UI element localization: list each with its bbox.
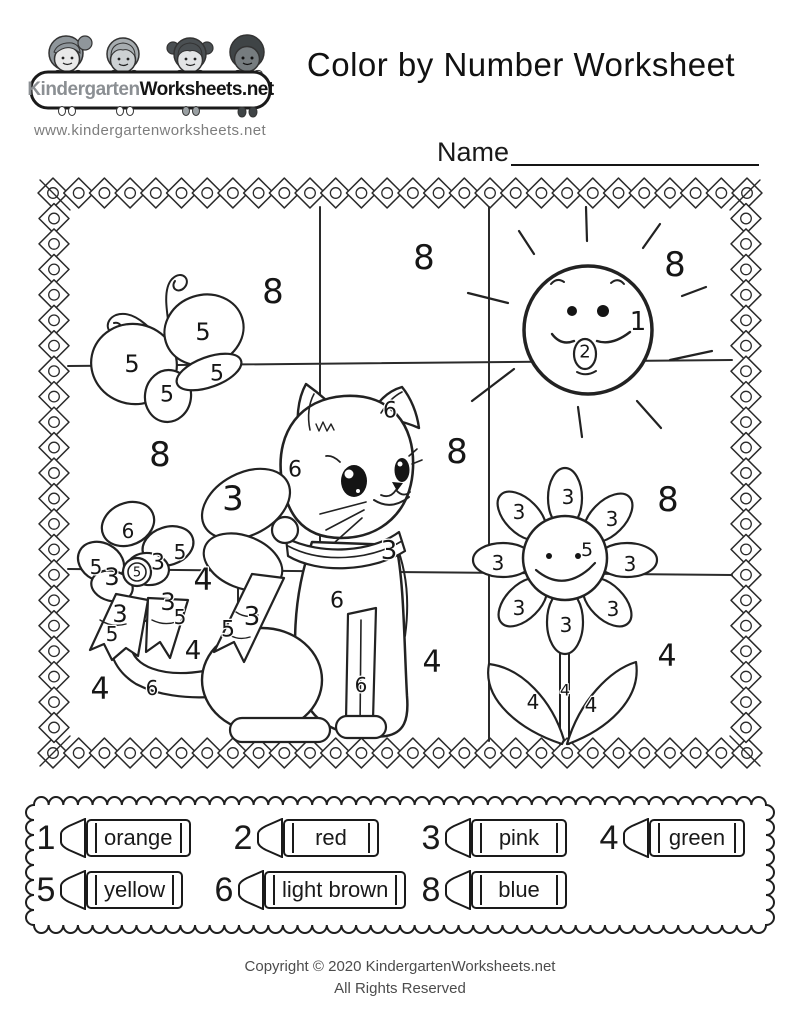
picture-number-4: 4 [559, 680, 571, 700]
brand-name-dark: Worksheets.net [139, 79, 274, 100]
legend-number: 5 [36, 870, 56, 909]
picture-number-3: 3 [623, 552, 637, 576]
picture-number-4: 4 [584, 693, 598, 717]
legend-color-name: pink [498, 825, 540, 850]
footer [0, 956, 800, 1000]
crayon-icon [623, 816, 745, 860]
legend-number: 3 [421, 818, 441, 857]
crayon-tip-icon [445, 870, 471, 910]
legend-item-yellow [35, 867, 183, 913]
picture-number-5: 5 [221, 617, 235, 643]
legend-item-orange [35, 815, 191, 861]
legend-color-name: red [315, 825, 347, 850]
legend-item-light-brown [213, 867, 406, 913]
picture-number-4: 4 [526, 690, 540, 714]
legend-color-name: blue [498, 877, 540, 902]
crayon-icon [445, 816, 567, 860]
picture-number-5: 5 [105, 622, 119, 646]
picture-number-8: 8 [446, 432, 468, 472]
picture-number-5: 5 [160, 382, 174, 408]
picture-number-4: 4 [657, 638, 677, 674]
rights-line: All Rights Reserved [334, 979, 466, 997]
picture-number-3: 3 [112, 600, 128, 628]
picture-number-4: 4 [193, 562, 213, 598]
legend-item-green [598, 815, 745, 861]
legend-item-pink [420, 815, 567, 861]
picture-number-3: 3 [222, 479, 244, 519]
picture-number-5: 5 [124, 350, 140, 378]
legend-color-name: green [668, 825, 726, 850]
page-title: Color by Number Worksheet [306, 46, 736, 83]
picture-number-3: 3 [605, 507, 619, 531]
picture-number-4: 4 [90, 671, 110, 707]
legend-number: 8 [421, 870, 441, 909]
color-key-legend [20, 791, 780, 939]
picture-number-8: 8 [664, 245, 686, 285]
picture-number-5: 5 [210, 361, 224, 387]
legend-number: 2 [233, 818, 253, 857]
crayon-tip-icon [257, 818, 283, 858]
crayon-icon [238, 868, 406, 912]
flower-drawing [473, 468, 657, 744]
crayon-icon [60, 868, 183, 912]
picture-number-3: 3 [160, 588, 176, 616]
legend-color-name: yellow [104, 877, 166, 902]
border-diamond [731, 713, 761, 743]
picture-number-6: 6 [121, 519, 135, 543]
picture-number-5: 5 [132, 565, 142, 581]
crayon-icon [60, 816, 191, 860]
picture-number-1: 1 [629, 307, 647, 337]
picture-number-5: 5 [173, 605, 187, 629]
copyright-line: Copyright © 2020 KindergartenWorksheets.net [244, 958, 556, 975]
sun-drawing [468, 207, 712, 437]
legend-color-name: light brown [282, 877, 389, 902]
legend-number: 1 [36, 818, 56, 857]
legend-color-name: orange [104, 825, 173, 850]
picture-number-6: 6 [330, 588, 344, 614]
picture-number-8: 8 [262, 272, 284, 312]
crayon-tip-icon [445, 818, 471, 858]
legend-number: 6 [214, 870, 234, 909]
name-row [437, 136, 759, 166]
picture-number-3: 3 [559, 613, 573, 637]
picture-number-3: 3 [512, 596, 526, 620]
picture-number-3: 3 [561, 485, 575, 509]
picture-number-5: 5 [173, 540, 187, 564]
picture-number-3: 3 [151, 550, 165, 576]
crayon-tip-icon [623, 818, 649, 858]
picture-number-6: 6 [383, 398, 397, 424]
legend-item-red [232, 815, 379, 861]
border-diamond [39, 713, 69, 743]
picture-number-8: 8 [657, 480, 679, 520]
brand-name-light: Kindergarten [27, 79, 140, 100]
picture-number-3: 3 [104, 563, 120, 591]
picture-number-8: 8 [413, 238, 435, 278]
coloring-picture [30, 170, 770, 778]
picture-number-5: 5 [580, 539, 594, 561]
picture-number-8: 8 [149, 435, 171, 475]
legend-item-blue [420, 867, 567, 913]
picture-number-4: 4 [422, 644, 442, 680]
picture-number-3: 3 [606, 597, 620, 621]
picture-number-3: 3 [491, 551, 505, 575]
picture-number-4: 4 [184, 636, 202, 666]
crayon-icon [257, 816, 379, 860]
picture-number-3: 3 [243, 602, 261, 632]
picture-number-2: 2 [579, 341, 591, 363]
site-url: www.kindergartenworksheets.net [33, 122, 267, 139]
picture-number-5: 5 [89, 555, 103, 579]
name-label: Name [437, 137, 510, 167]
logo-banner-text [27, 74, 274, 106]
picture-number-6: 6 [145, 676, 159, 700]
crayon-tip-icon [60, 818, 86, 858]
scalloped-border [20, 791, 780, 939]
name-blank-line[interactable] [511, 134, 759, 166]
crayon-icon [445, 868, 567, 912]
picture-number-6: 6 [288, 457, 302, 483]
legend-number: 4 [599, 818, 619, 857]
crayon-tip-icon [238, 870, 264, 910]
picture-number-3: 3 [512, 500, 526, 524]
picture-number-6: 6 [354, 673, 368, 697]
picture-number-3: 3 [380, 536, 398, 566]
picture-number-5: 5 [195, 318, 211, 346]
crayon-tip-icon [60, 870, 86, 910]
cat-drawing [71, 384, 422, 742]
